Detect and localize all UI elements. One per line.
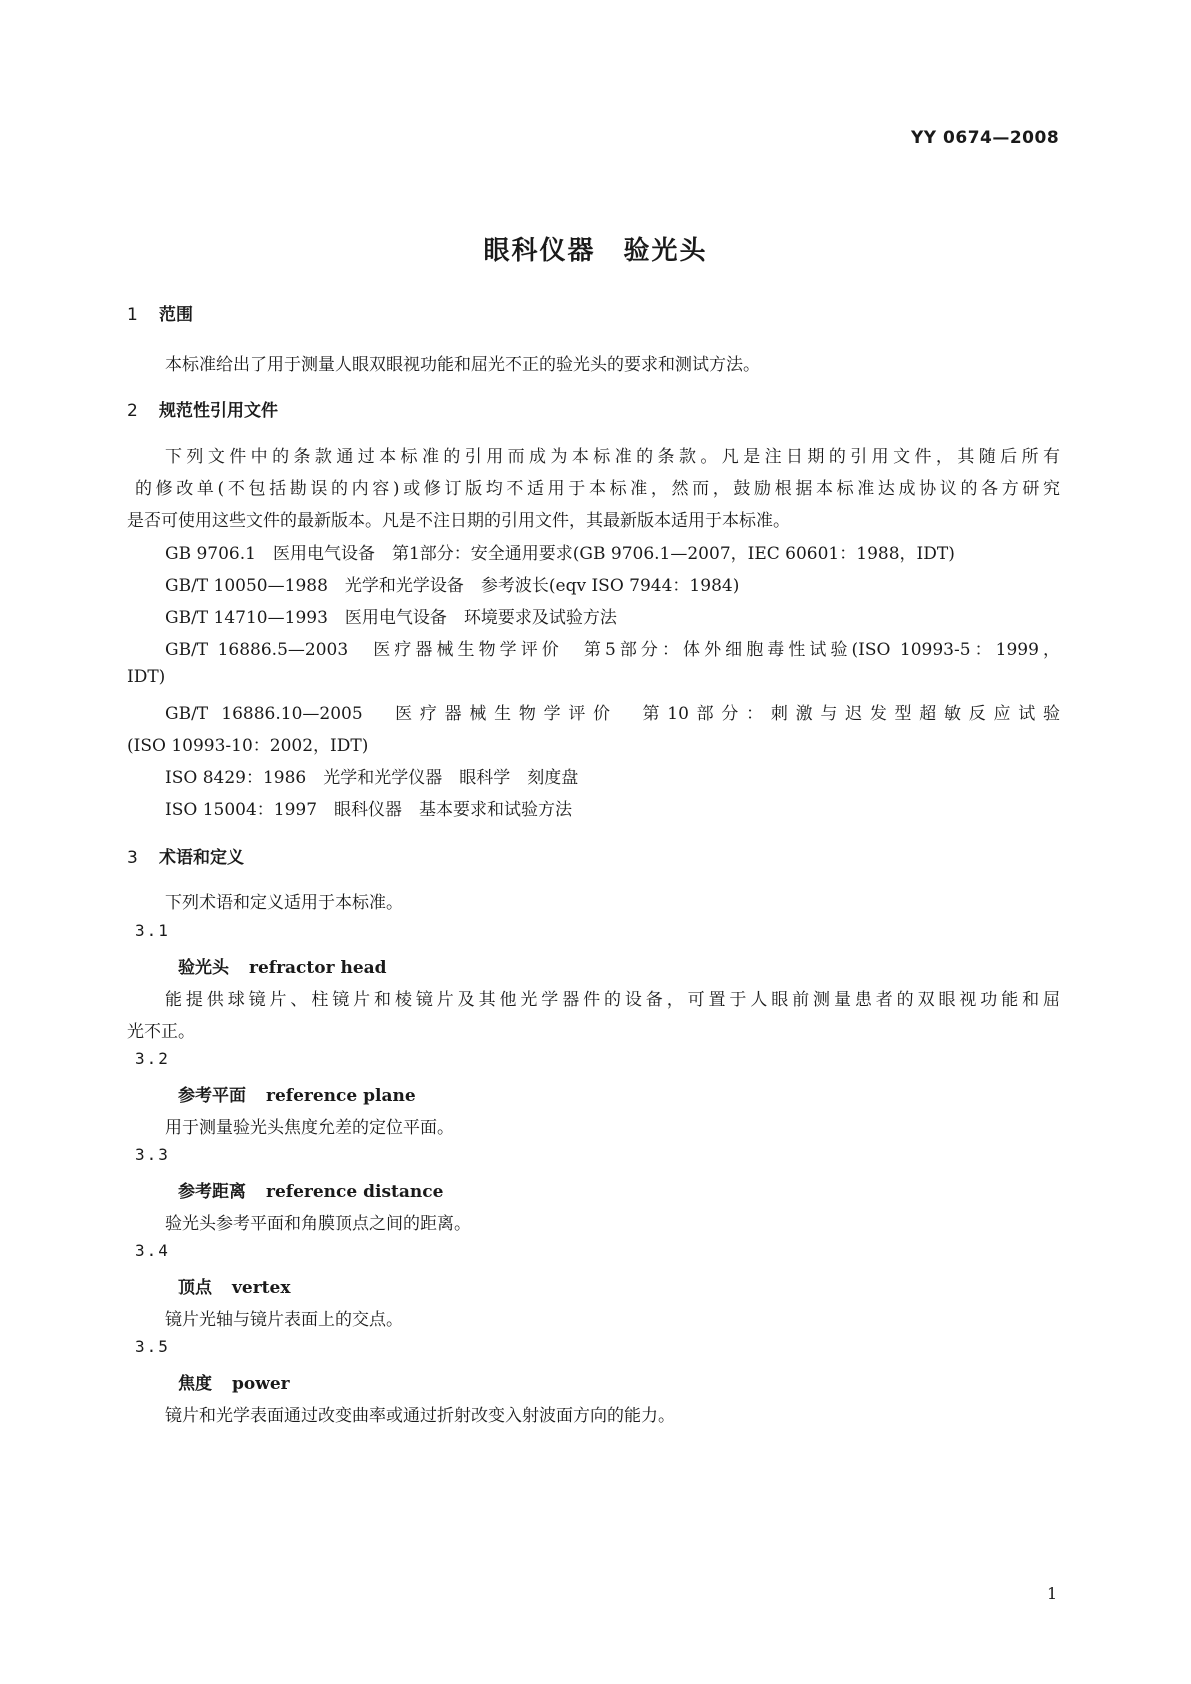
term-en: vertex [232, 1278, 291, 1298]
reference-item: GB 9706.1 医用电气设备 第1部分：安全通用要求(GB 9706.1—2007，IEC 60601：1988，IDT) [165, 544, 955, 564]
term-en: power [232, 1374, 290, 1394]
reference-item: GB/T 10050—1988 光学和光学设备 参考波长(eqv ISO 7944：1984) [165, 576, 740, 596]
term-entry [178, 1273, 290, 1298]
clause-number: 3.4 [135, 1241, 170, 1260]
clause-number: 3.5 [135, 1337, 170, 1356]
term-entry [178, 953, 387, 978]
reference-item: GB/T 14710—1993 医用电气设备 环境要求及试验方法 [165, 608, 617, 628]
term-definition: 镜片光轴与镜片表面上的交点。 [165, 1310, 403, 1330]
clause-number: 3.2 [135, 1049, 170, 1068]
reference-item: GB/T 16886.5—2003 医疗器械生物学评价 第5部分：体外细胞毒性试验(ISO 10993-5：1999， [165, 640, 1060, 660]
section-number: 3 [127, 848, 138, 868]
normative-paragraph-line: 是否可使用这些文件的最新版本。凡是不注日期的引用文件，其最新版本适用于本标准。 [127, 511, 790, 531]
page-number: 1 [1047, 1584, 1058, 1603]
reference-item-continuation: IDT) [127, 667, 166, 687]
document-title: 眼科仪器 验光头 [483, 236, 708, 266]
reference-item: ISO 15004：1997 眼科仪器 基本要求和试验方法 [165, 800, 573, 820]
scope-paragraph: 本标准给出了用于测量人眼双眼视功能和屈光不正的验光头的要求和测试方法。 [165, 355, 760, 375]
section-2-heading [127, 396, 278, 421]
term-en: refractor head [249, 958, 387, 978]
term-definition-continuation: 光不正。 [127, 1022, 195, 1042]
normative-paragraph-line: 下列文件中的条款通过本标准的引用而成为本标准的条款。凡是注日期的引用文件，其随后所有 [165, 447, 1060, 467]
term-definition: 能提供球镜片、柱镜片和棱镜片及其他光学器件的设备，可置于人眼前测量患者的双眼视功能和屈 [165, 990, 1060, 1010]
section-3-heading [127, 843, 244, 868]
reference-item: GB/T 16886.10—2005 医疗器械生物学评价 第10部分：刺激与迟发型超敏反应试验 [165, 704, 1060, 724]
section-number: 1 [127, 305, 138, 325]
reference-item-continuation: (ISO 10993-10：2002，IDT) [127, 736, 369, 756]
section-number: 2 [127, 401, 138, 421]
section-title: 规范性引用文件 [159, 401, 278, 421]
term-definition: 镜片和光学表面通过改变曲率或通过折射改变入射波面方向的能力。 [165, 1406, 675, 1426]
term-cn: 验光头 [178, 958, 229, 978]
term-cn: 参考平面 [178, 1086, 246, 1106]
section-1-heading [127, 300, 193, 325]
term-en: reference distance [266, 1182, 444, 1202]
clause-number: 3.3 [135, 1145, 170, 1164]
term-cn: 焦度 [178, 1374, 212, 1394]
term-entry [178, 1177, 443, 1202]
term-entry [178, 1369, 290, 1394]
reference-item: ISO 8429：1986 光学和光学仪器 眼科学 刻度盘 [165, 768, 579, 788]
term-entry [178, 1081, 416, 1106]
standard-code: YY 0674—2008 [911, 128, 1060, 148]
terms-intro: 下列术语和定义适用于本标准。 [165, 893, 403, 913]
normative-paragraph-line: 的修改单(不包括勘误的内容)或修订版均不适用于本标准，然而，鼓励根据本标准达成协议的各方研究 [135, 479, 1060, 499]
term-definition: 用于测量验光头焦度允差的定位平面。 [165, 1118, 454, 1138]
section-title: 术语和定义 [159, 848, 244, 868]
term-en: reference plane [266, 1086, 416, 1106]
term-definition: 验光头参考平面和角膜顶点之间的距离。 [165, 1214, 471, 1234]
term-cn: 顶点 [178, 1278, 212, 1298]
term-cn: 参考距离 [178, 1182, 246, 1202]
clause-number: 3.1 [135, 921, 170, 940]
section-title: 范围 [159, 305, 193, 325]
